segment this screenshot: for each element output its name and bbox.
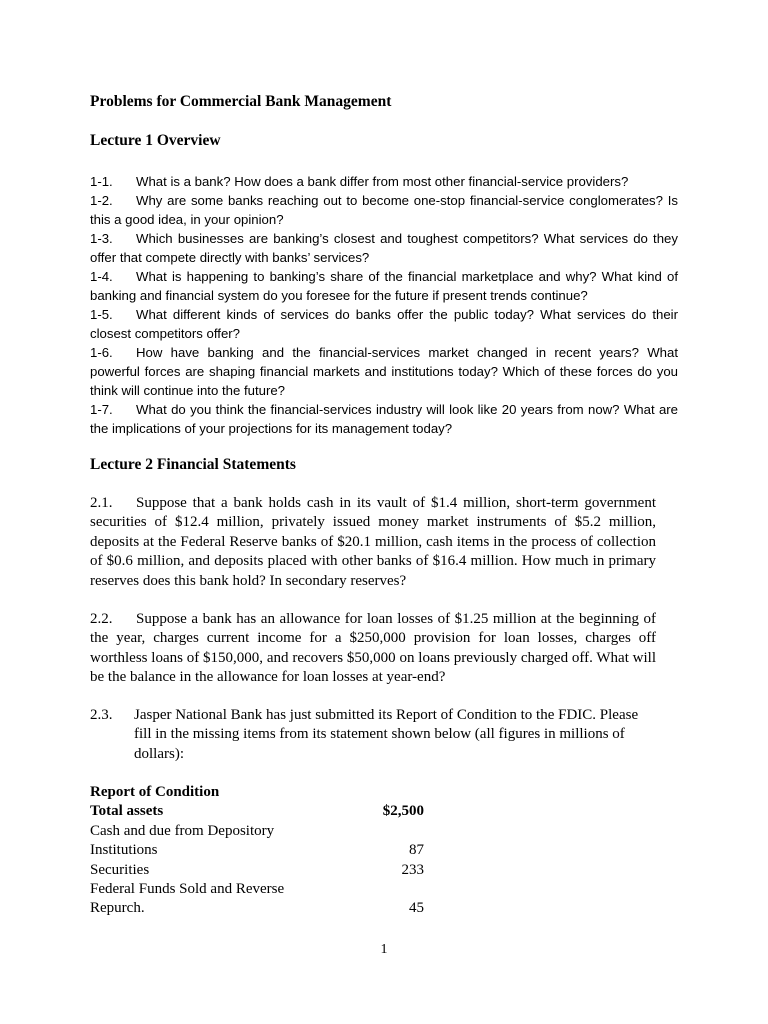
problem-2-2: 2.2. Suppose a bank has an allowance for loan losses of $1.25 million at the beginning of the year, charges current income for a $250,000 provision for loan losses, charges off worthless loans of $150,000, and recovers $50,000 on loans previously charged off. What will be the balance in the allowance for loan losses at year-end? [90,611,656,686]
report-of-condition [90,783,424,919]
report-row-securities: Securities 233 [90,861,424,878]
lecture-1-questions [90,172,678,438]
question-1-7: 1-7. What do you think the financial-services industry will look like 20 years from now? What are the implications of your projections for its management today? [90,402,678,436]
lecture-2-heading: Lecture 2 Financial Statements [90,456,296,473]
report-row-cash-label: Cash and due from Depository [90,822,275,839]
question-1-1: 1-1. What is a bank? How does a bank differ from most other financial-service providers? [90,174,629,189]
question-1-3: 1-3. Which businesses are banking’s closest and toughest competitors? What services do they offer that compete directly with banks’ services? [90,231,678,265]
page-number: 1 [380,942,388,957]
lecture-1-heading: Lecture 1 Overview [90,132,221,149]
question-1-2: 1-2. Why are some banks reaching out to become one-stop financial-service conglomerates? Is this a good idea, in your opinion? [90,193,678,227]
question-1-5: 1-5. What different kinds of services do banks offer the public today? What services do their closest competitors offer? [90,307,678,341]
question-1-6: 1-6. How have banking and the financial-services market changed in recent years? What powerful forces are shaping financial markets and institutions today? Which of these forces do you think will continue into the future? [90,345,678,398]
question-1-4: 1-4. What is happening to banking’s share of the financial marketplace and why? What kind of banking and financial system do you foresee for the future if present trends continue? [90,269,678,303]
problem-2-1: 2.1. Suppose that a bank holds cash in its vault of $1.4 million, short-term government securities of $12.4 million, privately issued money market instruments of $5.2 million, deposits at the Federal Reserve banks of $20.1 million, cash items in the process of collection of $0.6 million, and deposits placed with other banks of $16.4 million. How much in primary reserves does this bank hold? In secondary reserves? [90,495,656,589]
problem-2-3: 2.3. Jasper National Bank has just submitted its Report of Condition to the FDIC. Please fill in the missing items from its statement shown below (all figures in millions of dollars): [90,707,639,762]
report-row-fedfunds: Repurch. 45 [90,900,424,917]
total-assets-row: Total assets $2,500 [90,803,424,820]
document-title: Problems for Commercial Bank Management [90,93,392,110]
report-row-cash: Institutions 87 [90,842,424,859]
report-row-fedfunds-label: Federal Funds Sold and Reverse [90,881,285,898]
report-title: Report of Condition [90,784,220,800]
